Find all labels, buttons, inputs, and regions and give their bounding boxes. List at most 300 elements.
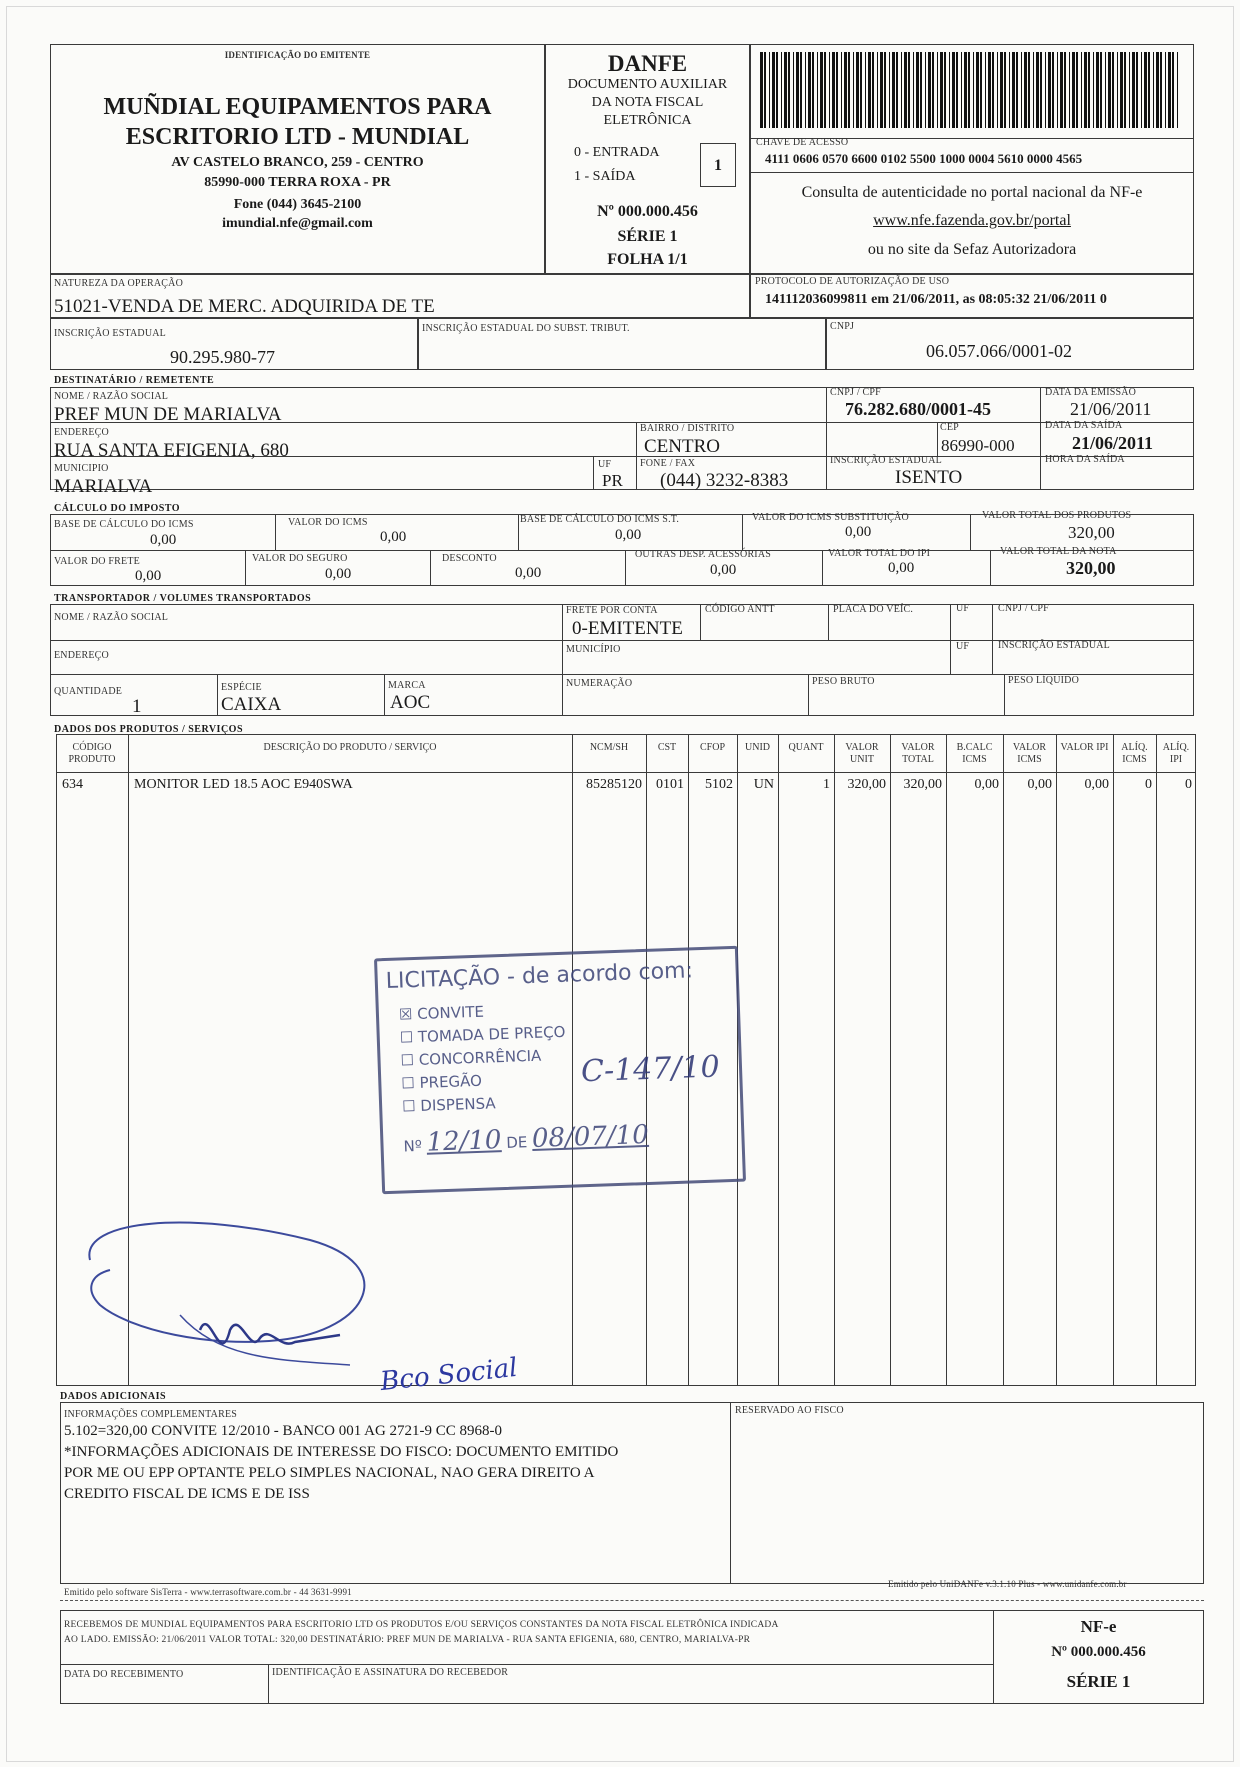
produto-cell: 1	[823, 777, 830, 792]
dest-municipio: MARIALVA	[54, 476, 153, 497]
barcode-bar	[1045, 52, 1046, 128]
barcode-bar	[949, 52, 950, 128]
transportador-section-label: TRANSPORTADOR / VOLUMES TRANSPORTADOS	[54, 593, 312, 604]
barcode-bar	[901, 52, 902, 128]
seguro: 0,00	[325, 566, 352, 582]
imposto-col-a1	[275, 514, 276, 550]
adicionais-section-label: DADOS ADICIONAIS	[60, 1391, 167, 1402]
dest-bairro-label: BAIRRO / DISTRITO	[640, 423, 735, 434]
barcode-bar	[877, 52, 878, 128]
barcode-bar	[772, 52, 775, 128]
transp-col-2	[700, 604, 701, 640]
dest-uf: PR	[602, 471, 623, 490]
imposto-col-b3	[625, 550, 626, 586]
stamp-numero-line	[403, 1120, 649, 1159]
dest-col-divider-4	[593, 456, 594, 490]
icms-label: VALOR DO ICMS	[288, 517, 368, 528]
dest-cep: 86990-000	[941, 436, 1015, 455]
barcode-bar	[992, 52, 994, 128]
stamp-opt4-label: PREGÃO	[419, 1071, 483, 1092]
frete-label: VALOR DO FRETE	[54, 556, 140, 567]
dest-uf-label: UF	[598, 459, 612, 470]
fisco-label: RESERVADO AO FISCO	[735, 1405, 844, 1416]
barcode-bar	[1105, 52, 1106, 128]
protocolo-value: 141112036099811 em 21/06/2011, as 08:05:32 21/06/2011 0	[765, 292, 1107, 307]
barcode-bar	[1036, 52, 1039, 128]
dest-endereco: RUA SANTA EFIGENIA, 680	[54, 440, 289, 461]
barcode-bar	[889, 52, 890, 128]
imposto-col-b5	[990, 550, 991, 586]
natureza-label: NATUREZA DA OPERAÇÃO	[54, 278, 184, 289]
frete: 0,00	[135, 568, 162, 584]
barcode-bar	[860, 52, 862, 128]
dest-endereco-label: ENDEREÇO	[54, 427, 109, 438]
produto-cell: 0,00	[974, 777, 999, 792]
transp-col-5	[992, 604, 993, 674]
barcode-bar	[932, 52, 934, 128]
produtos-column-divider	[778, 734, 779, 1386]
ipi-label: VALOR TOTAL DO IPI	[828, 548, 931, 559]
barcode-bar	[968, 52, 970, 128]
danfe-serie: SÉRIE 1	[617, 228, 678, 245]
icms-st-label: VALOR DO ICMS SUBSTITUIÇÃO	[752, 512, 909, 523]
produtos-column-divider	[946, 734, 947, 1386]
danfe-saida: 1 - SAÍDA	[574, 169, 636, 184]
barcode-bar	[920, 52, 922, 128]
stamp-opt3-label: CONCORRÊNCIA	[418, 1046, 542, 1069]
barcode-bar	[1136, 52, 1138, 128]
produtos-header-cell: UNID	[745, 742, 770, 753]
barcode-bar	[908, 52, 910, 128]
barcode-bar	[1028, 52, 1030, 128]
barcode-bar	[829, 52, 830, 128]
dest-saida: 21/06/2011	[1072, 433, 1154, 453]
barcode-bar	[1132, 52, 1135, 128]
dest-col-divider-5	[937, 422, 938, 456]
barcode-bar	[1153, 52, 1154, 128]
transp-uf-label: UF	[956, 603, 970, 614]
imposto-col-a2	[518, 514, 519, 550]
barcode-bar	[1141, 52, 1142, 128]
barcode-bar	[884, 52, 886, 128]
total-nota: 320,00	[1066, 558, 1116, 578]
barcode-bar	[1021, 52, 1022, 128]
transp-col-3	[828, 604, 829, 640]
barcode-bar	[944, 52, 946, 128]
barcode-bar	[844, 52, 847, 128]
barcode-bar	[796, 52, 799, 128]
barcode-bar	[1165, 52, 1166, 128]
barcode-bar	[973, 52, 974, 128]
produto-cell: 320,00	[847, 777, 886, 792]
icms-st: 0,00	[845, 524, 872, 540]
info-line-2: *INFORMAÇÕES ADICIONAIS DE INTERESSE DO FISCO: DOCUMENTO EMITIDO	[64, 1444, 619, 1460]
info-line-4: CREDITO FISCAL DE ICMS E DE ISS	[64, 1486, 310, 1502]
produto-cell: 85285120	[586, 777, 642, 792]
produtos-column-divider	[834, 734, 835, 1386]
barcode-bar	[769, 52, 770, 128]
barcode-bar	[1060, 52, 1063, 128]
transp-endereco-label: ENDEREÇO	[54, 650, 109, 661]
transp-quantidade: 1	[132, 696, 142, 717]
chave-value: 4111 0606 0570 6600 0102 5500 1000 0004 5610 0000 4565	[765, 151, 1083, 166]
barcode-bar	[817, 52, 818, 128]
barcode-bar	[1129, 52, 1130, 128]
produtos-header-cell: DESCRIÇÃO DO PRODUTO / SERVIÇO	[263, 742, 437, 753]
barcode-bar	[784, 52, 787, 128]
canhoto-nfe: NF-e	[1080, 1617, 1117, 1636]
transp-col-4	[950, 604, 951, 674]
consulta-line1: Consulta de autenticidade no portal nacional da NF-e	[801, 184, 1143, 201]
produtos-header-cell: CST	[657, 742, 677, 753]
outras: 0,00	[710, 562, 737, 578]
barcode-bar	[820, 52, 823, 128]
produtos-column-divider	[1113, 734, 1114, 1386]
transp-ie-label: INSCRIÇÃO ESTADUAL	[998, 640, 1110, 651]
barcode-bar	[892, 52, 895, 128]
transp-uf2-label: UF	[956, 641, 970, 652]
produtos-header-divider	[56, 772, 1196, 773]
emitente-name-line2: ESCRITORIO LTD - MUNDIAL	[125, 124, 470, 150]
transp-peso-bruto-label: PESO BRUTO	[812, 676, 875, 687]
barcode-bar	[1120, 52, 1123, 128]
stamp-opt1-label: CONVITE	[416, 1002, 485, 1023]
imposto-col-b4	[822, 550, 823, 586]
barcode-bar	[913, 52, 914, 128]
barcode-bar	[793, 52, 794, 128]
dest-fone-label: FONE / FAX	[640, 458, 696, 469]
canhoto-divider-h	[60, 1664, 993, 1665]
barcode-bar	[1012, 52, 1015, 128]
dest-cnpj: 76.282.680/0001-45	[845, 399, 991, 419]
produto-cell: 0	[1185, 777, 1192, 792]
barcode-bar	[985, 52, 986, 128]
barcode-bar	[853, 52, 854, 128]
info-line-3: POR ME OU EPP OPTANTE PELO SIMPLES NACIONAL, NAO GERA DIREITO A	[64, 1465, 595, 1481]
emitente-address1: AV CASTELO BRANCO, 259 - CENTRO	[171, 155, 424, 170]
cnpj-emit-label: CNPJ	[830, 321, 855, 332]
chave-divider	[750, 172, 1194, 173]
transp-col-7	[384, 674, 385, 716]
produtos-header-cell: NCM/SH	[589, 742, 629, 753]
info-line-1: 5.102=320,00 CONVITE 12/2010 - BANCO 001 AG 2721-9 CC 8968-0	[64, 1423, 503, 1439]
total-nota-label: VALOR TOTAL DA NOTA	[1000, 546, 1117, 557]
consulta-line3: ou no site da Sefaz Autorizadora	[867, 241, 1077, 258]
stamp-opt1: ☒ CONVITE	[398, 1002, 485, 1024]
produto-cell: 0101	[656, 777, 684, 792]
transp-municipio-label: MUNICÍPIO	[566, 644, 621, 655]
dest-emissao: 21/06/2011	[1070, 399, 1152, 419]
transp-marca-label: MARCA	[388, 680, 426, 691]
barcode-bar	[1156, 52, 1159, 128]
barcode-bar	[1124, 52, 1126, 128]
barcode-bar	[1148, 52, 1150, 128]
barcode-bar	[808, 52, 811, 128]
barcode-bar	[997, 52, 998, 128]
dest-bairro: CENTRO	[644, 436, 720, 457]
footer-left: Emitido pelo software SisTerra - www.terrasoftware.com.br - 44 3631-9991	[64, 1587, 352, 1597]
produtos-header-cell: VALOR ICMS	[1012, 742, 1047, 765]
barcode-bar	[1009, 52, 1010, 128]
danfe-folha: FOLHA 1/1	[607, 251, 688, 268]
stamp-title: LICITAÇÃO - de acordo com:	[385, 958, 694, 995]
barcode-bar	[1088, 52, 1090, 128]
canhoto-serie: SÉRIE 1	[1066, 1672, 1131, 1691]
produtos-header-cell: VALOR UNIT	[845, 742, 879, 765]
barcode-bar	[961, 52, 962, 128]
barcode-bar	[980, 52, 982, 128]
barcode-bar	[1057, 52, 1058, 128]
barcode-bar	[1000, 52, 1003, 128]
produtos-header-cell: VALOR IPI	[1060, 742, 1109, 753]
canhoto-data-label: DATA DO RECEBIMENTO	[64, 1669, 184, 1680]
barcode-bar	[1040, 52, 1042, 128]
dest-ie: ISENTO	[895, 467, 963, 488]
danfe-entrada: 0 - ENTRADA	[574, 145, 660, 160]
barcode-bar	[800, 52, 802, 128]
bc-st-label: BASE DE CÁLCULO DO ICMS S.T.	[520, 514, 680, 525]
desconto-label: DESCONTO	[442, 553, 497, 564]
barcode-bar	[1177, 52, 1178, 128]
stamp-data: 08/07/10	[531, 1119, 650, 1155]
stamp-opt2-label: TOMADA DE PREÇO	[417, 1022, 566, 1046]
barcode-bar	[988, 52, 991, 128]
transp-numeracao-label: NUMERAÇÃO	[566, 678, 633, 689]
dest-fone: (044) 3232-8383	[660, 470, 789, 491]
stamp-opt3: ☐ CONCORRÊNCIA	[400, 1046, 542, 1070]
produtos-column-divider	[1056, 734, 1057, 1386]
barcode-bar	[812, 52, 814, 128]
barcode-bar	[1168, 52, 1171, 128]
transp-especie: CAIXA	[221, 694, 282, 715]
barcode-bar	[1072, 52, 1075, 128]
barcode-bar	[824, 52, 826, 128]
produto-cell: 0,00	[1084, 777, 1109, 792]
barcode-bar	[1096, 52, 1099, 128]
produto-cell: 634	[62, 777, 83, 792]
produtos-column-divider	[890, 734, 891, 1386]
stamp-numero: 12/10	[426, 1125, 502, 1158]
dest-hora-label: HORA DA SAÍDA	[1045, 454, 1125, 465]
barcode-bar	[925, 52, 926, 128]
produtos-column-divider	[1003, 734, 1004, 1386]
barcode-bar	[872, 52, 874, 128]
barcode-bar	[781, 52, 782, 128]
barcode-bar	[904, 52, 907, 128]
barcode-bar	[1052, 52, 1054, 128]
imposto-col-b1	[245, 550, 246, 586]
produtos-header-cell: ALÍQ. IPI	[1162, 742, 1190, 765]
adicionais-divider	[730, 1402, 731, 1584]
produto-cell: 320,00	[903, 777, 942, 792]
dest-col-divider-1	[826, 387, 827, 490]
transp-cnpj-label: CNPJ / CPF	[998, 603, 1049, 614]
bc-icms: 0,00	[150, 532, 177, 548]
barcode-bar	[916, 52, 919, 128]
protocolo-label: PROTOCOLO DE AUTORIZAÇÃO DE USO	[755, 276, 950, 287]
barcode-bar	[952, 52, 955, 128]
barcode-bar	[788, 52, 790, 128]
barcode-bar	[776, 52, 778, 128]
produtos-header-cell: CÓDIGO PRODUTO	[68, 742, 116, 765]
barcode-bar	[848, 52, 850, 128]
stamp-handwritten: C-147/10	[580, 1049, 721, 1090]
barcode-bar	[1016, 52, 1018, 128]
dest-col-divider-3	[636, 422, 637, 490]
dest-saida-label: DATA DA SAÍDA	[1045, 420, 1123, 431]
barcode-bar	[928, 52, 931, 128]
barcode-bar	[937, 52, 938, 128]
barcode-bar	[956, 52, 958, 128]
barcode-bar	[1160, 52, 1162, 128]
dest-cnpj-label: CNPJ / CPF	[830, 387, 881, 398]
info-label: INFORMAÇÕES COMPLEMENTARES	[64, 1409, 238, 1420]
transp-col-9	[1004, 674, 1005, 716]
barcode-bar	[1081, 52, 1082, 128]
stamp-opt5-label: DISPENSA	[420, 1094, 496, 1115]
ipi: 0,00	[888, 560, 915, 576]
produtos-header-cell: VALOR TOTAL	[901, 742, 935, 765]
footer-right: Emitido pelo UniDANFe v.3.1.10 Plus - www.unidanfe.com.br	[888, 1579, 1127, 1589]
ie-label: INSCRIÇÃO ESTADUAL	[54, 328, 166, 339]
transp-nome-label: NOME / RAZÃO SOCIAL	[54, 612, 169, 623]
cnpj-emit-value: 06.057.066/0001-02	[926, 341, 1072, 361]
emitente-name-line1: MUÑDIAL EQUIPAMENTOS PARA	[103, 94, 492, 120]
danfe-title: DANFE	[607, 51, 688, 76]
transp-frete: 0-EMITENTE	[572, 618, 683, 639]
canhoto-text-1: RECEBEMOS DE MUNDIAL EQUIPAMENTOS PARA ESCRITORIO LTD OS PRODUTOS E/OU SERVIÇOS CONSTANTES DA NOTA FISCAL ELETRÔNICA INDICADA	[64, 1620, 779, 1630]
imposto-col-a4	[970, 514, 971, 550]
imposto-section-label: CÁLCULO DO IMPOSTO	[54, 503, 181, 514]
danfe-numero: Nº 000.000.456	[597, 203, 698, 220]
barcode-bar	[1100, 52, 1102, 128]
danfe-subtitle2: DA NOTA FISCAL	[591, 95, 704, 110]
cut-line	[60, 1600, 1204, 1601]
barcode-bar	[1064, 52, 1066, 128]
canhoto-divider-v2	[268, 1664, 269, 1704]
barcode-bar	[1108, 52, 1111, 128]
canhoto-text-2: AO LADO. EMISSÃO: 21/06/2011 VALOR TOTAL: 320,00 DESTINATÁRIO: PREF MUN DE MARIALVA - RUA SANTA EFIGENIA, 680, CENTRO, MARIALVA-PR	[64, 1635, 751, 1645]
ie-st-label: INSCRIÇÃO ESTADUAL DO SUBST. TRIBUT.	[422, 323, 630, 334]
imposto-col-a3	[742, 514, 743, 550]
produtos-column-divider	[1156, 734, 1157, 1386]
barcode-bar	[1172, 52, 1174, 128]
dest-cep-label: CEP	[940, 422, 959, 433]
produto-cell: 0	[1145, 777, 1152, 792]
licitacao-stamp	[374, 946, 746, 1195]
barcode-bar	[841, 52, 842, 128]
produto-cell: 0,00	[1027, 777, 1052, 792]
barcode-bar	[805, 52, 806, 128]
transp-quantidade-label: QUANTIDADE	[54, 686, 123, 697]
stamp-numero-prefix: Nº	[403, 1136, 423, 1156]
transp-frete-label: FRETE POR CONTA	[566, 605, 658, 616]
stamp-opt2: ☐ TOMADA DE PREÇO	[399, 1022, 566, 1047]
danfe-subtitle3: ELETRÔNICA	[603, 113, 692, 128]
handwritten-note: Bco Social	[378, 1352, 519, 1398]
barcode-bar	[1076, 52, 1078, 128]
natureza-value: 51021-VENDA DE MERC. ADQUIRIDA DE TE	[54, 296, 435, 317]
consulta-line2[interactable]: www.nfe.fazenda.gov.br/portal	[873, 212, 1071, 229]
barcode-bar	[1084, 52, 1087, 128]
chave-label: CHAVE DE ACESSO	[756, 137, 849, 148]
barcode-bar	[1024, 52, 1027, 128]
barcode-bar	[940, 52, 943, 128]
barcode-bar	[896, 52, 898, 128]
stamp-de: DE	[505, 1133, 528, 1152]
barcode-bar	[1144, 52, 1147, 128]
danfe-tipo: 1	[714, 157, 722, 174]
bc-st: 0,00	[615, 527, 642, 543]
barcode-bar	[964, 52, 967, 128]
dest-ie-label: INSCRIÇÃO ESTADUAL	[830, 455, 942, 466]
barcode	[760, 52, 1184, 128]
transp-especie-label: ESPÉCIE	[221, 682, 262, 693]
stamp-opt5: ☐ DISPENSA	[401, 1094, 496, 1116]
transp-col-1	[562, 604, 563, 716]
emitente-phone: Fone (044) 3645-2100	[233, 197, 362, 212]
barcode-bar	[1112, 52, 1114, 128]
desconto: 0,00	[515, 565, 542, 581]
emitente-email: imundial.nfe@gmail.com	[222, 216, 373, 231]
barcode-bar	[832, 52, 835, 128]
barcode-bar	[1117, 52, 1118, 128]
emitente-address2: 85990-000 TERRA ROXA - PR	[204, 175, 391, 190]
barcode-bar	[1033, 52, 1034, 128]
transp-col-6	[217, 674, 218, 716]
produtos-header-cell: B.CALC ICMS	[956, 742, 993, 765]
barcode-bar	[865, 52, 866, 128]
barcode-bar	[836, 52, 838, 128]
ie-value: 90.295.980-77	[170, 347, 275, 367]
dest-nome: PREF MUN DE MARIALVA	[54, 404, 282, 425]
transp-placa-label: PLACA DO VEÍC.	[833, 604, 914, 615]
imposto-col-b2	[430, 550, 431, 586]
produto-cell: 5102	[705, 777, 733, 792]
barcode-bar	[764, 52, 766, 128]
outras-label: OUTRAS DESP. ACESSÓRIAS	[635, 549, 772, 560]
destinatario-section-label: DESTINATÁRIO / REMETENTE	[54, 375, 215, 386]
produtos-section-label: DADOS DOS PRODUTOS / SERVIÇOS	[54, 724, 244, 735]
barcode-bar	[880, 52, 883, 128]
seguro-label: VALOR DO SEGURO	[252, 553, 348, 564]
canhoto-assinatura-label: IDENTIFICAÇÃO E ASSINATURA DO RECEBEDOR	[272, 1667, 509, 1678]
barcode-bar	[1093, 52, 1094, 128]
barcode-bar	[856, 52, 859, 128]
barcode-bar	[976, 52, 979, 128]
barcode-bar	[1048, 52, 1051, 128]
dest-nome-label: NOME / RAZÃO SOCIAL	[54, 391, 169, 402]
produtos-header-cell: ALÍQ. ICMS	[1121, 742, 1148, 765]
canhoto-numero: Nº 000.000.456	[1051, 1644, 1146, 1660]
total-prod: 320,00	[1068, 523, 1115, 542]
produto-descricao: MONITOR LED 18.5 AOC E940SWA	[134, 777, 353, 792]
dest-municipio-label: MUNICIPIO	[54, 463, 109, 474]
barcode-bar	[1069, 52, 1070, 128]
barcode-bar	[1004, 52, 1006, 128]
transp-col-8	[808, 674, 809, 716]
produtos-header-cell: CFOP	[699, 742, 725, 753]
icms: 0,00	[380, 529, 407, 545]
danfe-subtitle1: DOCUMENTO AUXILIAR	[567, 77, 728, 92]
transp-antt-label: CÓDIGO ANTT	[705, 604, 775, 615]
barcode-bar	[868, 52, 871, 128]
dest-emissao-label: DATA DA EMISSÃO	[1045, 387, 1137, 398]
dest-col-divider-2	[1040, 387, 1041, 490]
emitente-section-label: IDENTIFICAÇÃO DO EMITENTE	[224, 50, 371, 60]
produto-cell: UN	[753, 777, 774, 792]
produtos-header-cell: QUANT	[788, 742, 824, 753]
